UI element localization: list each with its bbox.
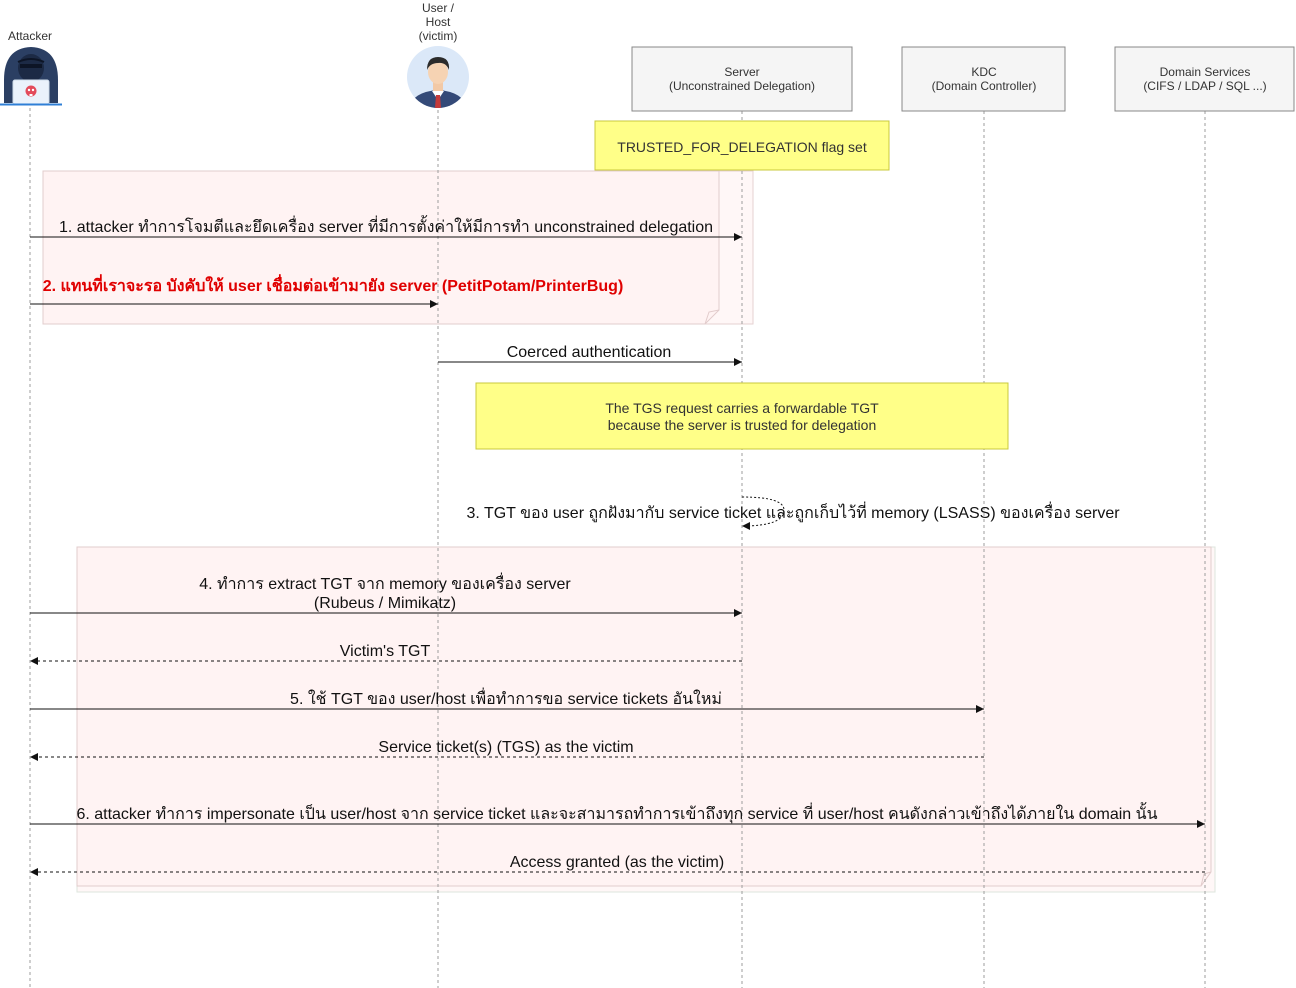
victim-label-line-2: Host [425,15,451,29]
frame-coercion [43,171,753,324]
access-granted-label: Access granted (as the victim) [509,854,725,871]
domain-services-label-line-1: Domain Services [1159,65,1251,79]
participant-domain-services [1115,47,1294,111]
note-trusted-for-delegation [595,121,889,170]
note-flag-text: TRUSTED_FOR_DELEGATION flag set [617,139,867,155]
victim-tgt-label: Victim's TGT [339,643,431,660]
victim-label-line-3: (victim) [418,29,458,43]
kdc-label-line-2: (Domain Controller) [931,79,1037,93]
note-tgs-line-2: because the server is trusted for delegation [607,417,877,433]
kdc-label-line-1: KDC [971,65,997,79]
message-3-label: 3. TGT ของ user ถูกฝังมากับ service ticket และถูกเก็บไว้ที่ memory (LSASS) ของเครื่อง server [466,505,1120,522]
message-3-tgt-stored [466,497,1120,526]
victim-actor [407,1,469,112]
message-1-label: 1. attacker ทำการโจมตีและยึดเครื่อง server ที่มีการตั้งค่าให้มีการทำ unconstrained delegation [58,219,714,236]
participant-kdc [902,47,1065,111]
server-label-line-1: Server [724,65,760,79]
server-label-line-2: (Unconstrained Delegation) [668,79,816,93]
hacker-icon [0,47,62,105]
message-4-label-line-1: 4. ทำการ extract TGT จาก memory ของเครื่อง server [199,576,571,593]
domain-services-label-line-2: (CIFS / LDAP / SQL ...) [1143,79,1267,93]
message-2-label: 2. แทนที่เราจะรอ บังคับให้ user เชื่อมต่อเข้ามายัง server (PetitPotam/PrinterBug) [42,278,624,295]
coerced-authentication-label: Coerced authentication [506,344,672,361]
user-avatar-icon [407,46,469,112]
message-coerced-authentication [438,344,742,362]
attacker-actor [0,29,62,105]
victim-label-line-1: User / [421,1,455,15]
note-tgs-line-1: The TGS request carries a forwardable TGT [605,400,879,416]
note-forwardable-tgt [476,383,1008,449]
message-4-label-line-2: (Rubeus / Mimikatz) [313,595,457,612]
participant-server [632,47,852,111]
attacker-label: Attacker [7,29,53,43]
message-1-compromise-server [30,215,742,237]
message-5-label: 5. ใช้ TGT ของ user/host เพื่อทำการขอ service tickets อันใหม่ [290,691,722,708]
message-6-label: 6. attacker ทำการ impersonate เป็น user/host จาก service ticket และจะสามารถทำการเข้าถึงทุก service ที่ user/host คนดังกล่าวเข้าถึงได้ภายใน domain นั้น [76,806,1158,823]
frame-exploitation [77,547,1215,892]
message-6-impersonate [30,802,1205,824]
service-ticket-label: Service ticket(s) (TGS) as the victim [378,739,634,756]
